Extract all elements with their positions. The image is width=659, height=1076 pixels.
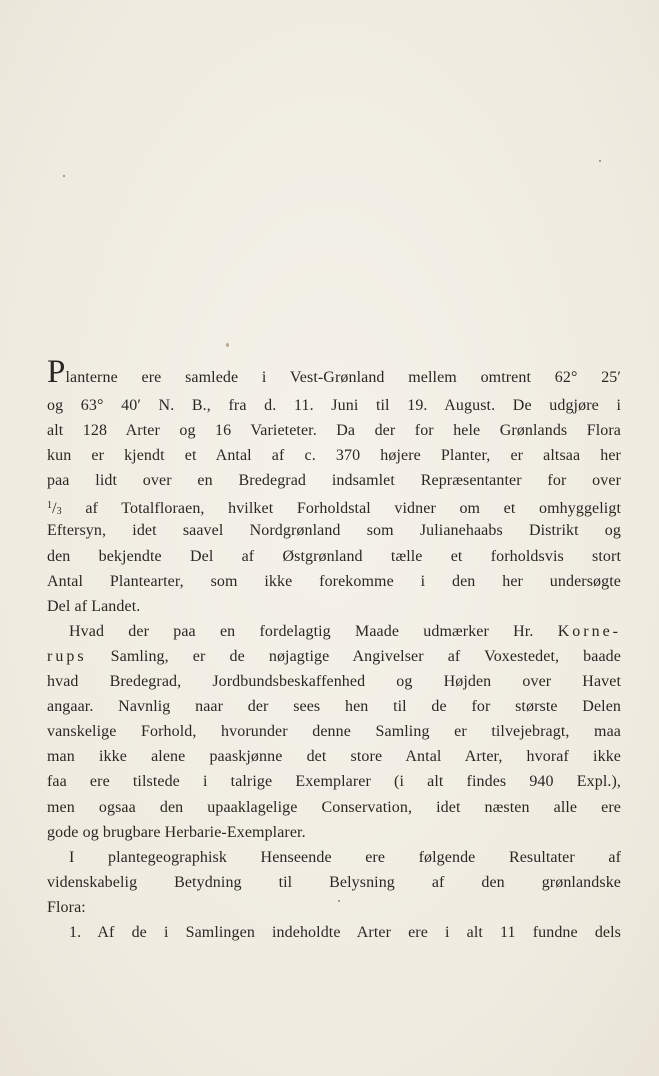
- text-line: [47, 644, 621, 669]
- fraction-numerator: 1: [47, 500, 53, 512]
- text-line: Flora:: [47, 898, 86, 916]
- text-line: I plantegeographisk Henseende ere følgende Resultater af: [69, 848, 621, 866]
- text-line: faa ere tilstede i talrige Exemplarer (i alt findes 940 Expl.),: [47, 773, 621, 791]
- drop-initial: P: [47, 354, 66, 390]
- text-line: den bekjendte Del af Østgrønland tælle et forholdsvis stort: [47, 547, 621, 565]
- text-line: paa lidt over en Bredegrad indsamlet Repræsentanter for over: [47, 472, 621, 490]
- text-line: gode og brugbare Herbarie-Exemplarer.: [47, 823, 306, 841]
- text-line: angaar. Navnlig naar der sees hen til de for største Delen: [47, 698, 621, 716]
- author-name-part: Korne-: [557, 622, 621, 640]
- paper-speck: [599, 160, 601, 162]
- text-line: vanskelige Forhold, hvorunder denne Samling er tilvejebragt, maa: [47, 723, 621, 741]
- fraction-denominator: 3: [56, 506, 62, 518]
- paper-speck: [226, 343, 229, 347]
- text-line: 1. Af de i Samlingen indeholdte Arter ere i alt 11 fundne dels: [69, 923, 621, 941]
- paragraph-4: [47, 920, 621, 945]
- text-run: Samling, er de nøjagtige Angivelser af Voxestedet, baade: [86, 647, 621, 665]
- text-line: Eftersyn, idet saavel Nordgrønland som Julianehaabs Distrikt og: [47, 522, 621, 540]
- text-line: [47, 619, 621, 644]
- text-run: lanterne ere samlede i Vest-Grønland mellem omtrent 62° 25′: [65, 369, 621, 386]
- author-name-part: rups: [47, 647, 87, 665]
- text-line: men ogsaa den upaaklagelige Conservation, idet næsten alle ere: [47, 798, 621, 816]
- text-line: [47, 353, 621, 393]
- text-line: Antal Plantearter, som ikke forekomme i den her undersøgte: [47, 572, 621, 590]
- text-line: man ikke alene paaskjønne det store Antal Arter, hvoraf ikke: [47, 748, 621, 766]
- text-line: og 63° 40′ N. B., fra d. 11. Juni til 19. August. De udgjøre i: [47, 397, 621, 414]
- paper-speck: [63, 175, 65, 177]
- body-text: [47, 353, 621, 945]
- text-line: hvad Bredegrad, Jordbundsbeskaffenhed og Højden over Havet: [47, 673, 621, 691]
- text-line: $^1/_3$ af Totalfloraen, hvilket Forholdstal vidner om et omhyggeligt: [47, 500, 621, 518]
- paragraph-3: [47, 845, 621, 920]
- text-line: videnskabelig Betydning til Belysning af den grønlandske: [47, 873, 621, 891]
- text-line: alt 128 Arter og 16 Varieteter. Da der for hele Grønlands Flora: [47, 422, 621, 440]
- text-line: kun er kjendt et Antal af c. 370 højere Planter, er altsaa her: [47, 447, 621, 465]
- paragraph-1: [47, 353, 621, 619]
- text-run: Hvad der paa en fordelagtig Maade udmærker Hr.: [69, 622, 558, 640]
- paragraph-2: [47, 619, 621, 845]
- text-line: Del af Landet.: [47, 597, 141, 615]
- text-run: af Totalfloraen, hvilket Forholdstal vidner om et omhyggeligt: [61, 500, 621, 518]
